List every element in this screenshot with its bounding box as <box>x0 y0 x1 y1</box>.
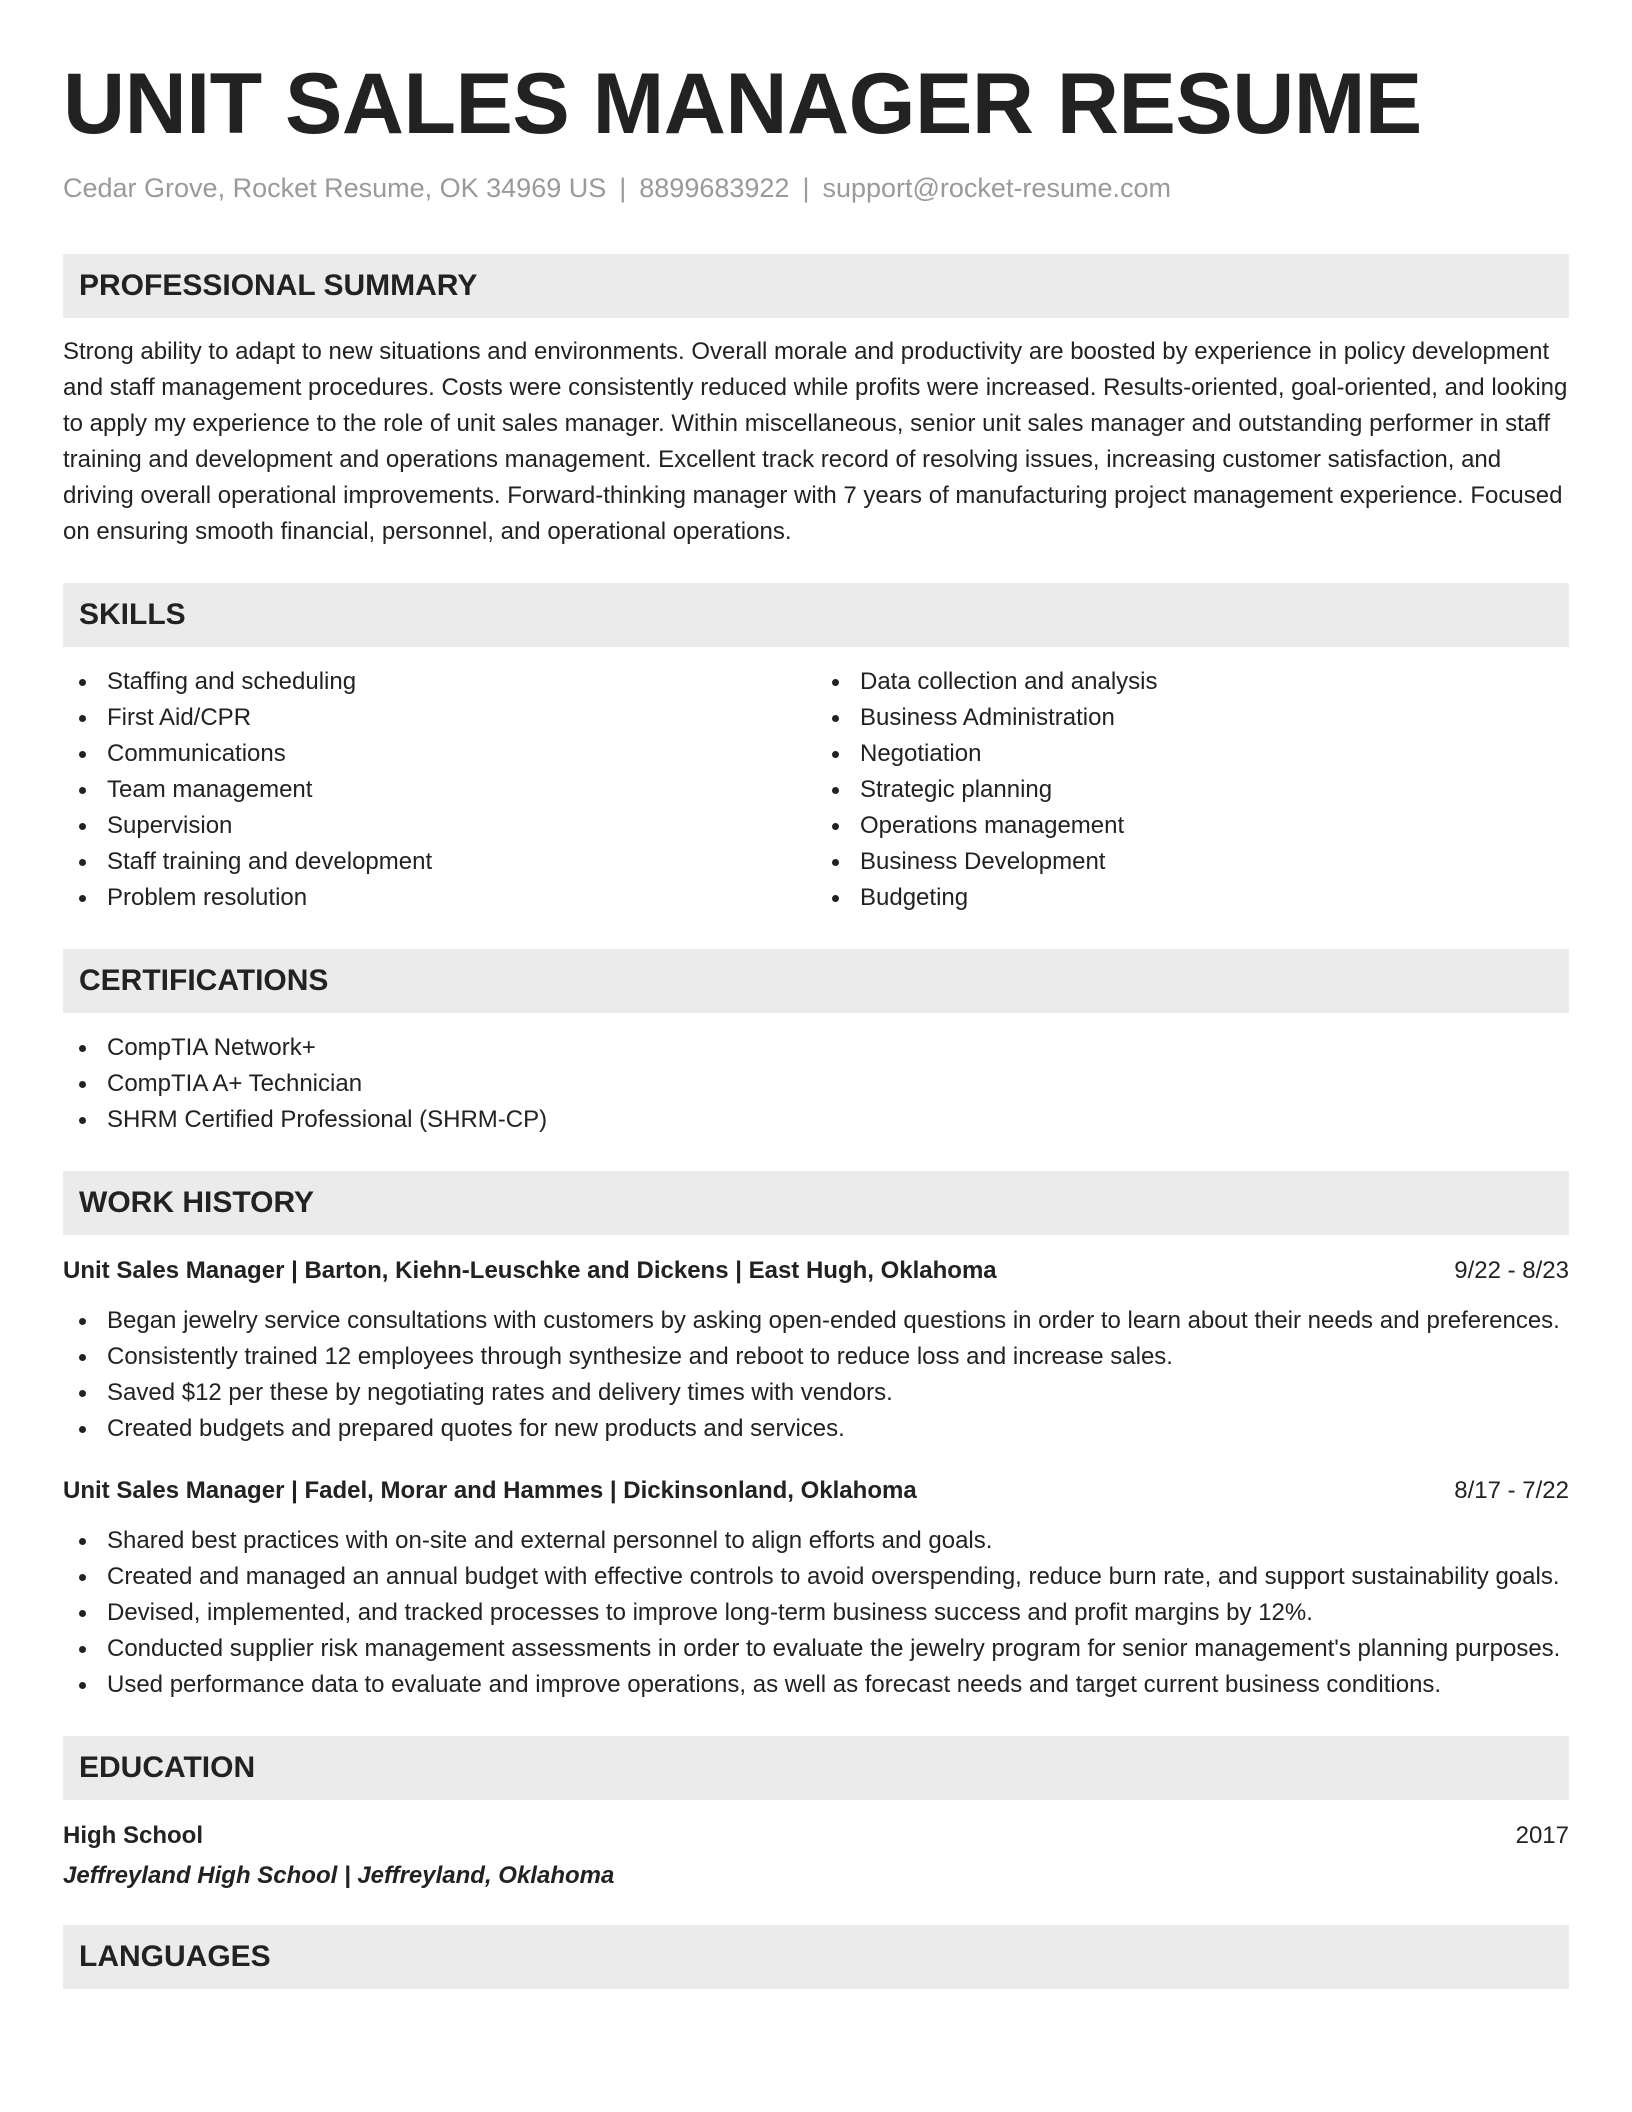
skill-item: Budgeting <box>816 880 1569 916</box>
job-entry <box>63 1475 1569 1703</box>
job-dates: 9/22 - 8/23 <box>1454 1257 1569 1284</box>
education-year: 2017 <box>1515 1822 1569 1849</box>
summary-text: Strong ability to adapt to new situations and environments. Overall morale and productivity are boosted by experience in policy development and staff management procedures. Costs were consistently reduced while profits were increased. Results-oriented, goal-oriented, and looking to apply my experience to the role of unit sales manager. Within miscellaneous, senior unit sales manager and outstanding performer in staff training and development and operations management. Excellent track record of resolving issues, increasing customer satisfaction, and driving overall operational improvements. Forward-thinking manager with 7 years of manufacturing project management experience. Focused on ensuring smooth financial, personnel, and operational operations. <box>63 338 1568 545</box>
job-bullet: Conducted supplier risk management assessments in order to evaluate the jewelry program for senior management's planning purposes. <box>63 1631 1569 1667</box>
skill-item: Staffing and scheduling <box>63 664 816 700</box>
job-bullet: Saved $12 per these by negotiating rates and delivery times with vendors. <box>63 1375 1569 1411</box>
contact-separator: | <box>802 173 810 203</box>
skill-item: Business Administration <box>816 700 1569 736</box>
job-dates: 8/17 - 7/22 <box>1454 1477 1569 1504</box>
job-title: Unit Sales Manager | Fadel, Morar and Hammes | Dickinsonland, Oklahoma <box>63 1477 917 1504</box>
education-degree: High School <box>63 1822 203 1849</box>
skills-column-left <box>63 664 816 916</box>
work-history-heading: WORK HISTORY <box>63 1171 1569 1235</box>
certification-item: SHRM Certified Professional (SHRM-CP) <box>63 1102 1569 1138</box>
skill-item: Communications <box>63 736 816 772</box>
certification-item: CompTIA A+ Technician <box>63 1066 1569 1102</box>
skill-item: Business Development <box>816 844 1569 880</box>
certification-item: CompTIA Network+ <box>63 1030 1569 1066</box>
job-bullets <box>63 1303 1569 1447</box>
job-entry <box>63 1255 1569 1447</box>
job-bullet: Shared best practices with on-site and external personnel to align efforts and goals. <box>63 1523 1569 1559</box>
contact-phone: 8899683922 <box>639 173 790 203</box>
job-bullet: Created and managed an annual budget with effective controls to avoid overspending, reduce burn rate, and support sustainability goals. <box>63 1559 1569 1595</box>
education-entry <box>63 1820 1569 1892</box>
contact-address: Cedar Grove, Rocket Resume, OK 34969 US <box>63 173 607 203</box>
skills-list <box>63 664 1569 916</box>
skill-item: Team management <box>63 772 816 808</box>
education-school: Jeffreyland High School | Jeffreyland, Oklahoma <box>63 1862 615 1889</box>
job-bullet: Began jewelry service consultations with customers by asking open-ended questions in order to learn about their needs and preferences. <box>63 1303 1569 1339</box>
skill-item: Staff training and development <box>63 844 816 880</box>
skills-column-right <box>816 664 1569 916</box>
resume-title: UNIT SALES MANAGER RESUME <box>63 56 1422 152</box>
job-bullets <box>63 1523 1569 1703</box>
job-title: Unit Sales Manager | Barton, Kiehn-Leuschke and Dickens | East Hugh, Oklahoma <box>63 1257 997 1284</box>
job-header <box>63 1475 1569 1507</box>
languages-heading: LANGUAGES <box>63 1925 1569 1989</box>
education-heading: EDUCATION <box>63 1736 1569 1800</box>
job-bullet: Created budgets and prepared quotes for new products and services. <box>63 1411 1569 1447</box>
skill-item: Supervision <box>63 808 816 844</box>
contact-line <box>63 172 1569 204</box>
job-bullet: Used performance data to evaluate and improve operations, as well as forecast needs and target current business conditions. <box>63 1667 1569 1703</box>
job-header <box>63 1255 1569 1287</box>
skill-item: Negotiation <box>816 736 1569 772</box>
skill-item: Data collection and analysis <box>816 664 1569 700</box>
skill-item: Strategic planning <box>816 772 1569 808</box>
certifications-heading: CERTIFICATIONS <box>63 949 1569 1013</box>
education-header <box>63 1820 1569 1852</box>
job-bullet: Consistently trained 12 employees through synthesize and reboot to reduce loss and increase sales. <box>63 1339 1569 1375</box>
skill-item: First Aid/CPR <box>63 700 816 736</box>
skills-heading: SKILLS <box>63 583 1569 647</box>
contact-separator: | <box>619 173 627 203</box>
contact-email: support@rocket-resume.com <box>822 173 1171 203</box>
certifications-list <box>63 1030 1569 1138</box>
summary-heading: PROFESSIONAL SUMMARY <box>63 254 1569 318</box>
skill-item: Operations management <box>816 808 1569 844</box>
job-bullet: Devised, implemented, and tracked processes to improve long-term business success and profit margins by 12%. <box>63 1595 1569 1631</box>
skill-item: Problem resolution <box>63 880 816 916</box>
